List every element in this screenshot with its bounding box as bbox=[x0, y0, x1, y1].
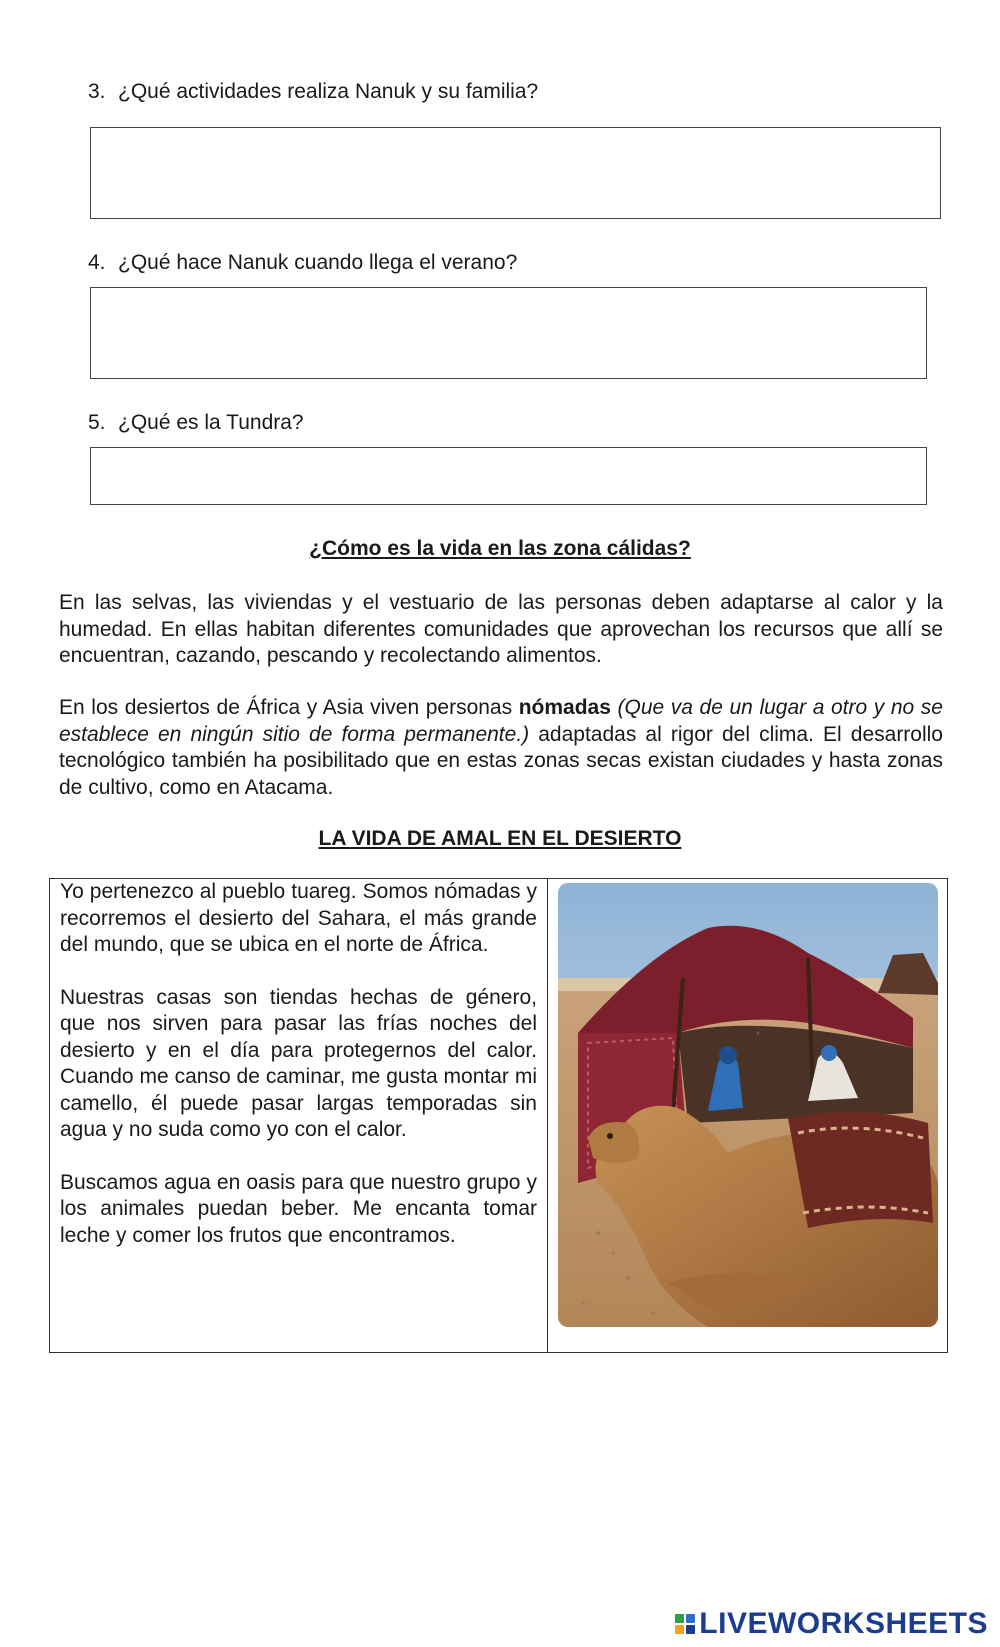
paragraph-deserts-rest: adaptadas al rigor del clima. El desarrollo tecnológico también ha posibilitado que en estas zonas secas existan ciudades y hasta zonas de cultivo, como en Atacama. bbox=[59, 722, 943, 799]
table-divider bbox=[547, 879, 548, 1352]
answer-box-5[interactable] bbox=[90, 447, 927, 505]
logo-text: LIVEWORKSHEETS bbox=[699, 1607, 988, 1640]
question-5 bbox=[88, 411, 304, 435]
question-5-text: ¿Qué es la Tundra? bbox=[118, 411, 304, 434]
reading-text-cell bbox=[60, 879, 537, 1275]
question-5-number: 5. bbox=[88, 411, 106, 434]
question-3-text: ¿Qué actividades realiza Nanuk y su familia? bbox=[118, 80, 539, 103]
question-4 bbox=[88, 251, 517, 275]
section-heading-warm-zones: ¿Cómo es la vida en las zona cálidas? bbox=[309, 537, 691, 560]
paragraph-jungles: En las selvas, las viviendas y el vestuario de las personas deben adaptarse al calor y la humedad. En ellas habitan diferentes comunidades que aprovechan los recursos que allí se encuentran, cazando, pescando y recolectando alimentos. bbox=[59, 591, 943, 667]
term-definition: (Que va de un lugar a otro y no se establece en ningún sitio de forma permanente.) bbox=[59, 696, 943, 746]
question-4-text: ¿Qué hace Nanuk cuando llega el verano? bbox=[118, 251, 518, 274]
reading-table bbox=[49, 878, 948, 1353]
reading-paragraph-1: Yo pertenezco al pueblo tuareg. Somos nómadas y recorremos el desierto del Sahara, el más grande del mundo, que se ubica en el norte de África. bbox=[60, 880, 537, 956]
reading-paragraph-3: Buscamos agua en oasis para que nuestro grupo y los animales puedan beber. Me encanta tomar leche y comer los frutos que encontramos. bbox=[60, 1170, 537, 1247]
section-heading-amal: LA VIDA DE AMAL EN EL DESIERTO bbox=[318, 827, 682, 850]
desert-tent-camel-photo bbox=[558, 883, 938, 1327]
question-4-number: 4. bbox=[88, 251, 106, 274]
reading-paragraph-2: Nuestras casas son tiendas hechas de género, que nos sirven para pasar las frías noches del desierto y en el día para protegernos del calor. Cuando me canso de caminar, me gusta montar mi camello, él puede pasar largas temporadas sin agua y no suda como yo con el calor. bbox=[60, 985, 537, 1141]
answer-box-3[interactable] bbox=[90, 127, 941, 219]
paragraph-deserts-intro: En los desiertos de África y Asia viven personas bbox=[59, 696, 519, 719]
liveworksheets-logo bbox=[675, 1607, 988, 1641]
term-nomadas: nómadas bbox=[518, 696, 611, 719]
logo-mark-icon bbox=[675, 1614, 695, 1634]
paragraph-deserts bbox=[59, 695, 943, 801]
answer-box-4[interactable] bbox=[90, 287, 927, 379]
question-3-number: 3. bbox=[88, 80, 106, 103]
question-3 bbox=[88, 80, 538, 104]
